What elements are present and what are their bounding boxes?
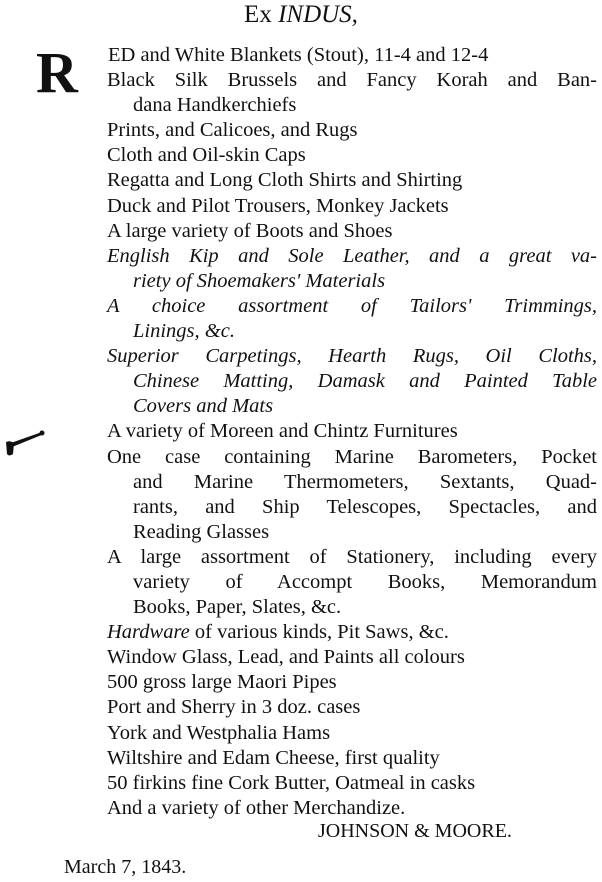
line-text: and Marine Thermometers, Sextants, Quad- (133, 470, 597, 493)
list-item-line (0, 319, 597, 344)
list-item-line (0, 344, 597, 369)
line-text: York and Westphalia Hams (107, 721, 331, 744)
list-item-line (0, 269, 597, 294)
line-text: English Kip and Sole Leather, and a great va- (107, 244, 597, 267)
line-text: 50 firkins fine Cork Butter, Oatmeal in casks (107, 771, 476, 794)
list-item-line (0, 118, 597, 143)
italic-lead: Hardware (107, 621, 190, 644)
ship-name: INDUS, (278, 1, 358, 28)
line-text: of various kinds, Pit Saws, &c. (189, 621, 449, 644)
list-item-line (0, 695, 597, 720)
list-item-line (0, 294, 597, 319)
list-item-line (0, 369, 597, 394)
list-item-line (0, 620, 597, 645)
line-text: Covers and Mats (133, 395, 274, 418)
line-text: Reading Glasses (133, 520, 270, 543)
signature: JOHNSON & MOORE. (318, 820, 512, 842)
heading-prefix: Ex (244, 1, 272, 28)
list-item-line (0, 419, 597, 444)
line-text: Black Silk Brussels and Fancy Korah and Ban- (107, 69, 597, 92)
list-item-line (0, 520, 597, 545)
list-item-line (0, 470, 597, 495)
line-text: One case containing Marine Barometers, Pocket (107, 445, 597, 468)
list-item-line (0, 244, 597, 269)
list-item-line (0, 545, 597, 570)
ad-heading (0, 0, 602, 30)
line-text: Cloth and Oil-skin Caps (107, 144, 306, 167)
list-item-line (0, 746, 597, 771)
list-item-line (0, 168, 597, 193)
line-text: ED and White Blankets (Stout), 11-4 and 12-4 (108, 44, 489, 66)
line-text: And a variety of other Merchandize. (107, 796, 406, 819)
list-item-line (0, 394, 597, 419)
line-text: A variety of Moreen and Chintz Furnitures (107, 420, 458, 443)
list-item-line (0, 595, 597, 620)
list-item-line (0, 143, 597, 168)
list-item-line (0, 43, 602, 68)
line-text: Duck and Pilot Trousers, Monkey Jackets (107, 194, 449, 217)
line-text: variety of Accompt Books, Memorandum (133, 570, 597, 593)
list-item-line (0, 93, 597, 118)
line-text: Chinese Matting, Damask and Painted Table (133, 370, 597, 393)
list-item-line (0, 219, 597, 244)
line-text: Linings, &c. (133, 320, 235, 343)
list-item-line (0, 194, 597, 219)
line-text: Wiltshire and Edam Cheese, first quality (107, 746, 440, 769)
list-item-line (0, 645, 597, 670)
list-item-line (0, 670, 597, 695)
drop-cap: R (36, 40, 78, 105)
list-item-line (0, 796, 597, 821)
line-text: Regatta and Long Cloth Shirts and Shirting (107, 169, 463, 192)
line-text: A large assortment of Stationery, including every (107, 545, 597, 568)
merchandise-list (0, 40, 602, 821)
line-text: A choice assortment of Tailors' Trimmings, (107, 294, 597, 317)
line-text: riety of Shoemakers' Materials (133, 269, 386, 292)
line-text: Window Glass, Lead, and Paints all colours (107, 646, 465, 669)
line-text: Prints, and Calicoes, and Rugs (107, 119, 358, 142)
list-item-line (0, 68, 597, 93)
line-text: Superior Carpetings, Hearth Rugs, Oil Cloths, (107, 345, 597, 368)
line-text: 500 gross large Maori Pipes (107, 671, 337, 694)
ad-date: March 7, 1843. (64, 856, 187, 878)
list-item-line (0, 721, 597, 746)
list-item-line (0, 771, 597, 796)
list-item-line (0, 495, 597, 520)
line-text: A large variety of Boots and Shoes (107, 219, 393, 242)
list-item-line (0, 570, 597, 595)
line-text: rants, and Ship Telescopes, Spectacles, and (133, 495, 597, 518)
line-text: dana Handkerchiefs (133, 94, 297, 117)
line-text: Books, Paper, Slates, &c. (133, 596, 342, 619)
list-item-line (0, 445, 597, 470)
line-text: Port and Sherry in 3 doz. cases (107, 696, 361, 719)
